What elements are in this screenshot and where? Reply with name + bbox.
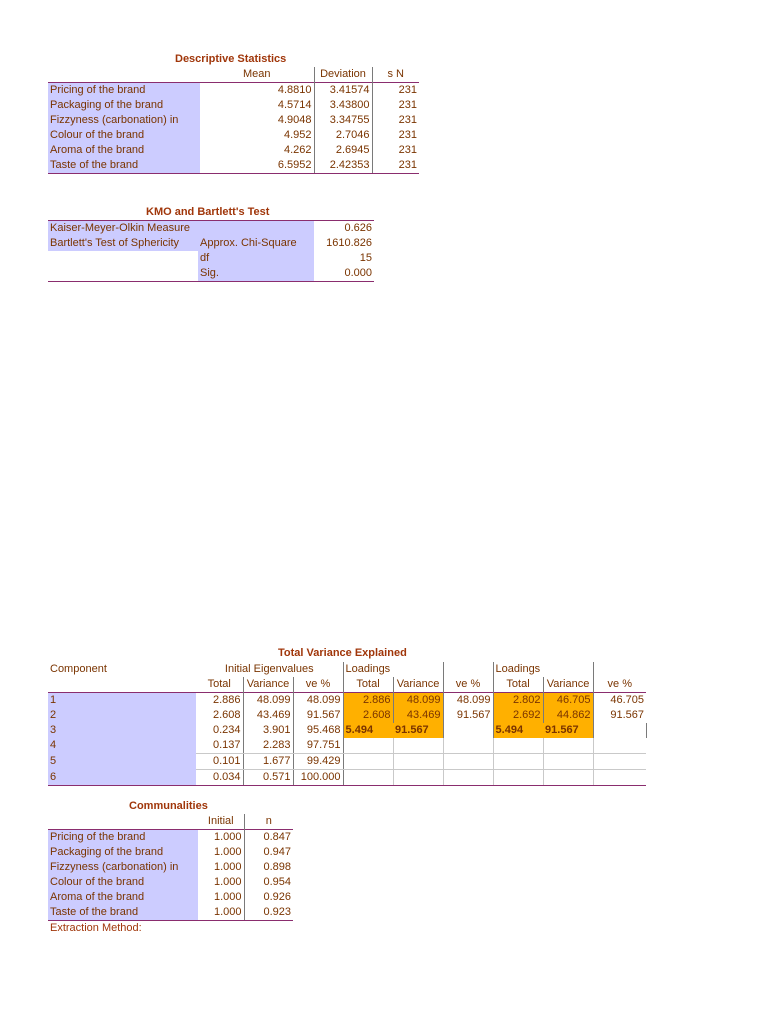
sub-header: Variance [243, 677, 293, 693]
table-row [48, 875, 293, 890]
cell: 97.751 [293, 738, 343, 754]
row-label: Colour of the brand [48, 128, 200, 143]
deviation-value: 3.34755 [314, 113, 372, 128]
cell [593, 738, 646, 754]
cell: 0.571 [243, 770, 293, 786]
cell [393, 770, 443, 786]
cell [543, 754, 593, 770]
deviation-value: 3.41574 [314, 83, 372, 99]
table-row [48, 708, 646, 723]
mean-value: 4.9048 [200, 113, 314, 128]
cell: 0.137 [196, 738, 243, 754]
extraction-loadings-header: Loadings [343, 662, 393, 677]
table-row [48, 158, 419, 174]
table-row [48, 860, 293, 875]
initial-value: 1.000 [198, 875, 244, 890]
n-value: 231 [372, 83, 419, 99]
cell: 48.099 [293, 693, 343, 709]
cell [443, 738, 493, 754]
cell [343, 754, 393, 770]
sub-header: ve % [305, 678, 331, 690]
cell: 91.567 [543, 723, 593, 738]
table-row [48, 738, 646, 754]
row-label: Pricing of the brand [48, 83, 200, 99]
initial-eigenvalues-header: Initial Eigenvalues [224, 663, 314, 675]
cell: 5.494 [493, 723, 543, 738]
cell: 48.099 [243, 693, 293, 709]
cell: 91.567 [610, 709, 645, 721]
n-value: 231 [398, 99, 417, 111]
row-label: Fizzyness (carbonation) in [48, 860, 198, 875]
footnote-row [48, 921, 293, 937]
initial-header: Initial [198, 814, 244, 830]
component-number: 4 [48, 738, 196, 754]
n-value: 231 [398, 114, 417, 126]
variance-group-header-row [48, 662, 646, 677]
cell: 46.705 [543, 693, 593, 709]
table-row [48, 830, 293, 846]
cell: 91.567 [393, 723, 443, 738]
table-row [48, 128, 419, 143]
sig-label: Sig. [198, 266, 314, 282]
kmo-title: KMO and Bartlett's Test [146, 206, 270, 218]
table-row [48, 890, 293, 905]
cell [493, 754, 543, 770]
table-row [48, 251, 374, 266]
deviation-value: 2.7046 [314, 128, 372, 143]
component-number: 6 [48, 770, 196, 786]
descriptive-stats-title: Descriptive Statistics [175, 53, 287, 65]
table-row [48, 83, 419, 99]
table-row [48, 143, 419, 158]
mean-value: 4.5714 [200, 98, 314, 113]
row-label: Aroma of the brand [48, 890, 198, 905]
cell: 2.886 [196, 693, 243, 709]
empty-cell [48, 677, 196, 693]
extraction-value: 0.898 [263, 861, 291, 873]
df-value: 15 [359, 252, 373, 264]
empty-cell [48, 251, 198, 266]
table-row [48, 113, 419, 128]
row-label: Taste of the brand [48, 158, 200, 174]
table-row [48, 770, 646, 786]
cell [443, 754, 493, 770]
descriptive-stats-table [48, 67, 419, 174]
sub-header: Total [207, 678, 231, 690]
cell: 95.468 [293, 723, 343, 738]
cell: 3.901 [243, 723, 293, 738]
variance-sub-header-row [48, 677, 646, 693]
mean-value: 6.5952 [200, 158, 314, 174]
df-label: df [198, 251, 314, 266]
component-number: 5 [48, 754, 196, 770]
component-number: 1 [48, 693, 196, 709]
deviation-value: 2.6945 [314, 143, 372, 158]
empty-cell [593, 662, 646, 677]
extraction-value: 0.923 [244, 905, 293, 921]
cell: 5.494 [343, 723, 393, 738]
descriptive-header-row [48, 67, 419, 83]
cell [393, 738, 443, 754]
row-label: Taste of the brand [48, 905, 198, 921]
cell [593, 770, 646, 786]
extraction-header: n [265, 815, 272, 827]
cell: 43.469 [243, 708, 293, 723]
sub-header: ve % [455, 678, 481, 690]
cell: 2.692 [493, 708, 543, 723]
component-number: 2 [48, 708, 196, 723]
deviation-value: 3.43800 [314, 98, 372, 113]
empty-cell [393, 662, 443, 677]
descriptive-header-blank [48, 67, 200, 83]
variance-title: Total Variance Explained [278, 647, 407, 659]
row-label: Pricing of the brand [48, 830, 198, 846]
initial-value: 1.000 [198, 905, 244, 921]
sub-header: Total [343, 677, 393, 693]
cell: 99.429 [293, 754, 343, 770]
table-row [48, 693, 646, 709]
cell [493, 770, 543, 786]
table-row [48, 266, 374, 282]
cell: 0.234 [196, 723, 243, 738]
cell: 43.469 [393, 708, 443, 723]
row-label: Fizzyness (carbonation) in [48, 113, 200, 128]
extraction-value: 0.947 [263, 846, 291, 858]
descriptive-header-mean: Mean [200, 67, 314, 83]
mean-value: 4.262 [200, 143, 314, 158]
sub-header: Total [493, 677, 543, 693]
initial-value: 1.000 [198, 830, 244, 846]
cell: 100.000 [293, 770, 343, 786]
cell [593, 723, 646, 738]
cell: 2.283 [243, 738, 293, 754]
cell: 91.567 [443, 708, 493, 723]
empty-cell [543, 662, 593, 677]
component-number: 3 [48, 723, 196, 738]
cell [493, 738, 543, 754]
extraction-value: 0.954 [263, 876, 291, 888]
kmo-measure-value: 0.626 [314, 221, 374, 237]
row-label: Packaging of the brand [48, 845, 198, 860]
table-row [48, 723, 646, 738]
n-value: 231 [398, 129, 417, 141]
row-label: Colour of the brand [48, 875, 198, 890]
chi-square-label: Approx. Chi-Square [198, 236, 314, 251]
descriptive-header-deviation: Deviation [314, 67, 372, 83]
cell [343, 770, 393, 786]
cell [443, 723, 493, 738]
initial-value: 1.000 [198, 845, 244, 860]
cell: 44.862 [543, 708, 593, 723]
empty-cell [48, 814, 198, 830]
extraction-method-footnote: Extraction Method: [50, 922, 142, 934]
cell [393, 754, 443, 770]
cell: 46.705 [593, 693, 646, 709]
table-row [48, 905, 293, 921]
rotation-loadings-header: Loadings [493, 662, 543, 677]
chi-square-value: 1610.826 [326, 237, 373, 249]
sub-header: Variance [393, 677, 443, 693]
cell [343, 738, 393, 754]
initial-value: 1.000 [198, 860, 244, 875]
table-row [48, 98, 419, 113]
extraction-value: 0.847 [244, 830, 293, 846]
cell: 2.608 [196, 708, 243, 723]
kmo-table [48, 220, 374, 282]
row-label: Aroma of the brand [48, 143, 200, 158]
extraction-value: 0.926 [263, 891, 291, 903]
sig-value: 0.000 [314, 266, 374, 282]
cell: 0.101 [196, 754, 243, 770]
sub-header: ve % [607, 678, 633, 690]
cell: 2.802 [493, 693, 543, 709]
table-row [48, 845, 293, 860]
communalities-header-row [48, 814, 293, 830]
cell [593, 754, 646, 770]
row-label: Packaging of the brand [48, 98, 200, 113]
n-value: 231 [398, 144, 417, 156]
table-row [48, 221, 374, 237]
n-value: 231 [372, 158, 419, 174]
component-label: Component [50, 663, 107, 675]
kmo-measure-label: Kaiser-Meyer-Olkin Measure [48, 221, 314, 237]
mean-value: 4.8810 [200, 83, 314, 99]
deviation-value: 2.42353 [314, 158, 372, 174]
cell: 0.034 [196, 770, 243, 786]
descriptive-header-n: s N [387, 68, 404, 80]
table-row [48, 754, 646, 770]
table-row [48, 236, 374, 251]
empty-cell [443, 662, 493, 677]
cell: 91.567 [293, 708, 343, 723]
mean-value: 4.952 [200, 128, 314, 143]
empty-cell [48, 266, 198, 282]
bartlett-label: Bartlett's Test of Sphericity [48, 236, 198, 251]
sub-header: Variance [543, 677, 593, 693]
cell: 2.608 [343, 708, 393, 723]
cell [543, 738, 593, 754]
communalities-table [48, 814, 293, 936]
cell: 48.099 [443, 693, 493, 709]
cell: 48.099 [393, 693, 443, 709]
cell [443, 770, 493, 786]
initial-value: 1.000 [198, 890, 244, 905]
communalities-title: Communalities [129, 800, 208, 812]
cell: 2.886 [343, 693, 393, 709]
variance-table [48, 662, 647, 786]
cell [543, 770, 593, 786]
cell: 1.677 [243, 754, 293, 770]
